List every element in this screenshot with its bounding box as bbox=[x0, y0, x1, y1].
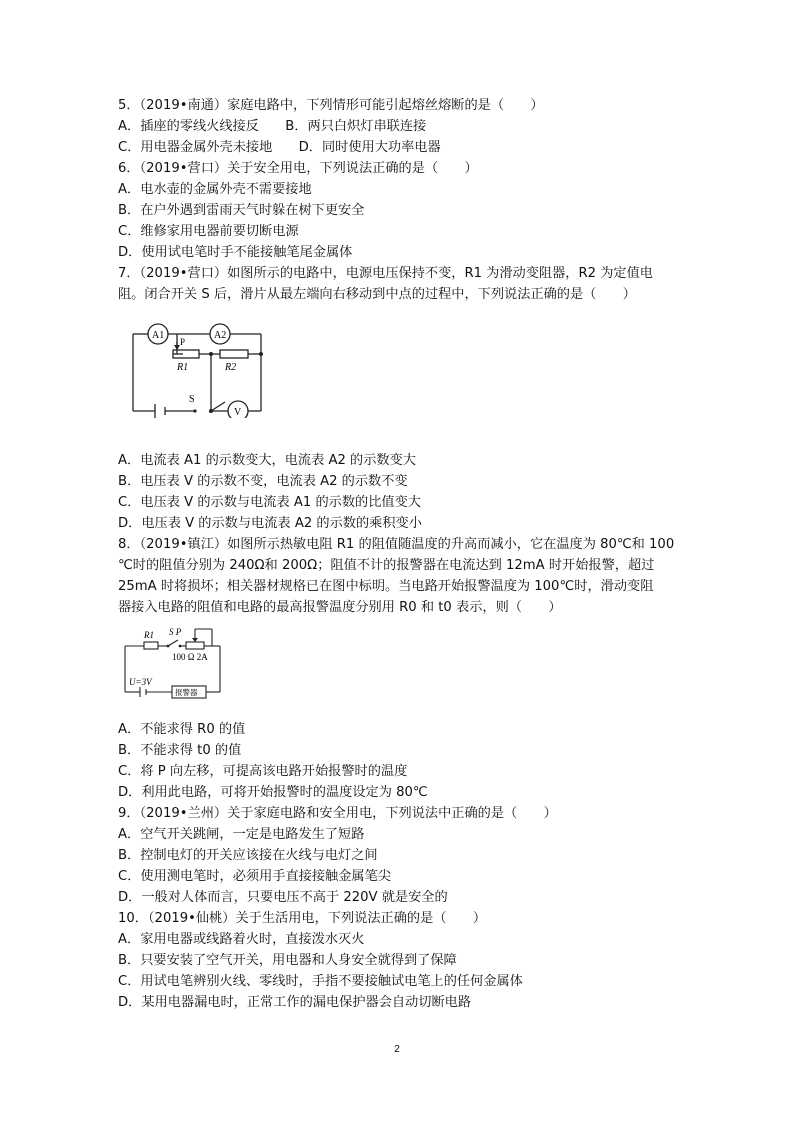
q6-stem: 6．（2019•营口）关于安全用电，下列说法正确的是（ ） bbox=[118, 161, 478, 176]
q10-option-a: A．家用电器或线路着火时，直接泼水灭火 bbox=[118, 932, 365, 947]
label-r1: R1 bbox=[177, 362, 189, 373]
q8-option-a: A．不能求得 R0 的值 bbox=[118, 722, 246, 737]
q7-circuit-diagram bbox=[125, 318, 270, 418]
label-s-p: S P bbox=[169, 627, 182, 637]
q8-circuit-diagram bbox=[122, 624, 227, 699]
label-s: S bbox=[189, 394, 195, 405]
label-alarm: 报警器 bbox=[175, 688, 198, 697]
q8-stem-line-3: 25mA 时将损坏；相关器材规格已在图中标明。当电路开始报警温度为 100℃时，滑动变阻 bbox=[118, 579, 654, 594]
label-r2: R2 bbox=[225, 362, 237, 373]
q5-options-row-2: C．用电器金属外壳未接地 D．同时使用大功率电器 bbox=[118, 140, 441, 155]
q7-option-b: B．电压表 V 的示数不变，电流表 A2 的示数不变 bbox=[118, 474, 408, 489]
label-voltage: U=3V bbox=[129, 677, 152, 687]
q7-option-c: C．电压表 V 的示数与电流表 A1 的示数的比值变大 bbox=[118, 495, 421, 510]
q6-option-c: C．维修家用电器前要切断电源 bbox=[118, 224, 299, 239]
label-a1: A1 bbox=[152, 330, 165, 341]
q10-stem: 10．（2019•仙桃）关于生活用电，下列说法正确的是（ ） bbox=[118, 911, 487, 926]
q8-stem-line-1: 8．（2019•镇江）如图所示热敏电阻 R1 的阻值随温度的升高而减小，它在温度为 80℃和 100 bbox=[118, 537, 675, 552]
q7-stem-line-2: 阻。闭合开关 S 后，滑片从最左端向右移动到中点的过程中，下列说法正确的是（ ） bbox=[118, 287, 636, 302]
label-rheostat-spec: 100 Ω 2A bbox=[172, 652, 208, 662]
q8-option-b: B．不能求得 t0 的值 bbox=[118, 743, 242, 758]
q6-option-a: A．电水壶的金属外壳不需要接地 bbox=[118, 182, 312, 197]
q9-option-a: A．空气开关跳闸，一定是电路发生了短路 bbox=[118, 827, 365, 842]
q5-options-row-1: A．插座的零线火线接反 B．两只白炽灯串联连接 bbox=[118, 119, 427, 134]
q8-option-c: C．将 P 向左移，可提高该电路开始报警时的温度 bbox=[118, 764, 408, 779]
q9-option-d: D．一般对人体而言，只要电压不高于 220V 就是安全的 bbox=[118, 890, 448, 905]
q10-option-b: B．只要安装了空气开关，用电器和人身安全就得到了保障 bbox=[118, 953, 457, 968]
label-v: V bbox=[234, 407, 242, 418]
q9-option-b: B．控制电灯的开关应该接在火线与电灯之间 bbox=[118, 848, 378, 863]
q10-option-d: D．某用电器漏电时，正常工作的漏电保护器会自动切断电路 bbox=[118, 995, 472, 1010]
q7-option-a: A．电流表 A1 的示数变大，电流表 A2 的示数变大 bbox=[118, 453, 416, 468]
q9-option-c: C．使用测电笔时，必须用手直接接触金属笔尖 bbox=[118, 869, 391, 884]
q8-option-d: D．利用此电路，可将开始报警时的温度设定为 80℃ bbox=[118, 785, 428, 800]
page-number: 2 bbox=[394, 1044, 400, 1055]
q7-stem-line-1: 7．（2019•营口）如图所示的电路中，电源电压保持不变，R1 为滑动变阻器，R2 为定值电 bbox=[118, 266, 653, 281]
q6-option-d: D．使用试电笔时手不能接触笔尾金属体 bbox=[118, 245, 353, 260]
q8-stem-line-4: 器接入电路的阻值和电路的最高报警温度分别用 R0 和 t0 表示，则（ ） bbox=[118, 600, 562, 615]
label-p: P bbox=[180, 337, 186, 347]
label-a2: A2 bbox=[214, 330, 227, 341]
q9-stem: 9．（2019•兰州）关于家庭电路和安全用电，下列说法中正确的是（ ） bbox=[118, 806, 557, 821]
label-r1: R1 bbox=[144, 630, 154, 640]
q8-stem-line-2: ℃时的阻值分别为 240Ω和 200Ω；阻值不计的报警器在电流达到 12mA 时开始报警，超过 bbox=[118, 558, 655, 573]
q7-option-d: D．电压表 V 的示数与电流表 A2 的示数的乘积变小 bbox=[118, 516, 422, 531]
q6-option-b: B．在户外遇到雷雨天气时躲在树下更安全 bbox=[118, 203, 365, 218]
q10-option-c: C．用试电笔辨别火线、零线时，手指不要接触试电笔上的任何金属体 bbox=[118, 974, 523, 989]
q5-stem: 5．（2019•南通）家庭电路中，下列情形可能引起熔丝熔断的是（ ） bbox=[118, 98, 544, 113]
